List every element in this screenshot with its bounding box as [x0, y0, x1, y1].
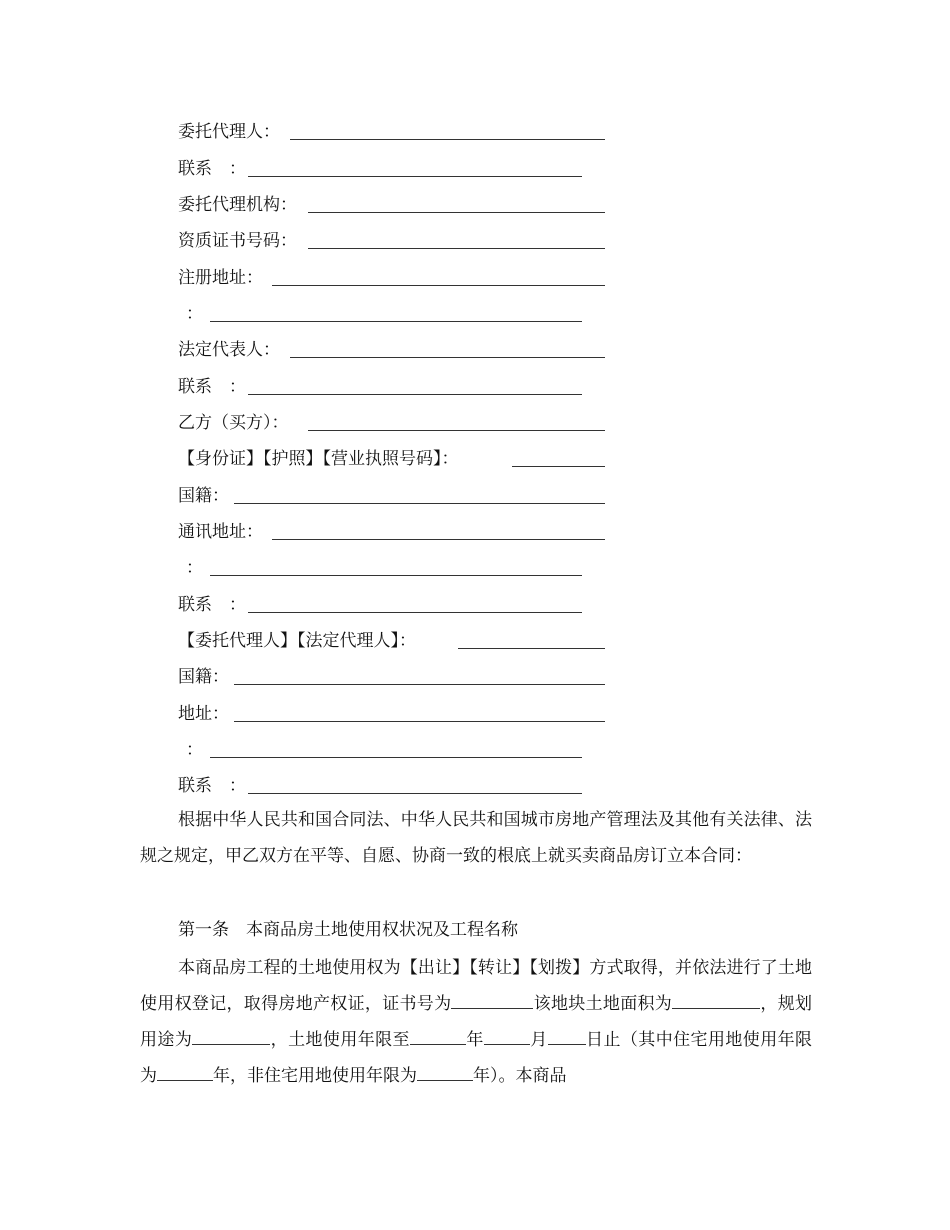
article1-paragraph: [140, 950, 812, 1094]
land-area-blank[interactable]: [672, 988, 760, 1009]
buyer-agent-field[interactable]: [458, 648, 605, 649]
id-field[interactable]: [512, 466, 605, 467]
colon3-label: ：: [186, 740, 203, 760]
article1-text-7: 年）。本商品: [473, 1066, 567, 1086]
cert-label: 资质证书号码：: [178, 231, 297, 251]
contact4-label: 联系 ：: [178, 776, 246, 796]
addr-field[interactable]: [234, 721, 605, 722]
contact3-field[interactable]: [248, 612, 582, 613]
article1-text-2: 该地块土地面积为: [533, 994, 673, 1014]
contact2-field[interactable]: [248, 394, 582, 395]
nationality2-field[interactable]: [234, 684, 605, 685]
end-month-blank[interactable]: [484, 1024, 530, 1045]
contact1-label: 联系 ：: [178, 159, 246, 179]
preamble-paragraph: 根据中华人民共和国合同法、中华人民共和国城市房地产管理法及其他有关法律、法规之规定，甲乙双方在平等、自愿、协商一致的根底上就买卖商品房订立本合同：: [140, 810, 812, 866]
buyer-label: 乙方（买方）：: [178, 413, 289, 433]
colon1-field[interactable]: [210, 321, 582, 322]
end-day-blank[interactable]: [548, 1024, 586, 1045]
article1-text-4: ，土地使用年限至: [270, 1030, 410, 1050]
year-text: 年: [465, 1030, 484, 1050]
contact2-label: 联系 ：: [178, 377, 246, 397]
nonresidential-years-blank[interactable]: [417, 1060, 473, 1081]
agency-label: 委托代理机构：: [178, 195, 297, 215]
cert-number-blank[interactable]: [451, 988, 533, 1009]
article1-text-1: 本商品房工程的土地使用权为【出让】【转让】【划拨】方式取得，并依法进行了土地使用权登记，取得房地产权证，证书号为: [140, 958, 812, 1014]
colon1-label: ：: [186, 304, 203, 324]
article1-text-6: 年，非住宅用地使用年限为: [213, 1066, 417, 1086]
nationality2-label: 国籍：: [178, 667, 229, 687]
nationality-field[interactable]: [234, 503, 605, 504]
agent-label: 委托代理人：: [178, 122, 280, 142]
colon2-label: ：: [186, 558, 203, 578]
residential-years-blank[interactable]: [157, 1060, 213, 1081]
contact1-field[interactable]: [248, 176, 582, 177]
buyer-field[interactable]: [308, 430, 605, 431]
agent-field[interactable]: [290, 139, 605, 140]
agency-field[interactable]: [308, 212, 605, 213]
reg-addr-label: 注册地址：: [178, 268, 263, 288]
reg-addr-field[interactable]: [272, 285, 605, 286]
colon3-field[interactable]: [210, 757, 582, 758]
month-text: 月: [529, 1030, 548, 1050]
addr-label: 地址：: [178, 704, 229, 724]
nationality-label: 国籍：: [178, 486, 229, 506]
mail-addr-field[interactable]: [272, 539, 605, 540]
buyer-agent-label: 【委托代理人】【法定代理人】：: [178, 631, 416, 651]
contact4-field[interactable]: [248, 793, 582, 794]
contact3-label: 联系 ：: [178, 595, 246, 615]
id-label: 【身份证】【护照】【营业执照号码】：: [178, 449, 459, 469]
colon2-field[interactable]: [210, 575, 582, 576]
legal-rep-label: 法定代表人：: [178, 340, 280, 360]
legal-rep-field[interactable]: [290, 357, 605, 358]
article1-heading: 第一条 本商品房土地使用权状况及工程名称: [178, 920, 518, 940]
article1-text-5: 日止（其中住宅用地使用年限为: [140, 1030, 813, 1086]
cert-field[interactable]: [308, 248, 605, 249]
land-use-blank[interactable]: [192, 1024, 270, 1045]
end-year-blank[interactable]: [410, 1024, 466, 1045]
mail-addr-label: 通讯地址：: [178, 522, 263, 542]
article1-text-3: ，规划用途为: [140, 994, 813, 1050]
